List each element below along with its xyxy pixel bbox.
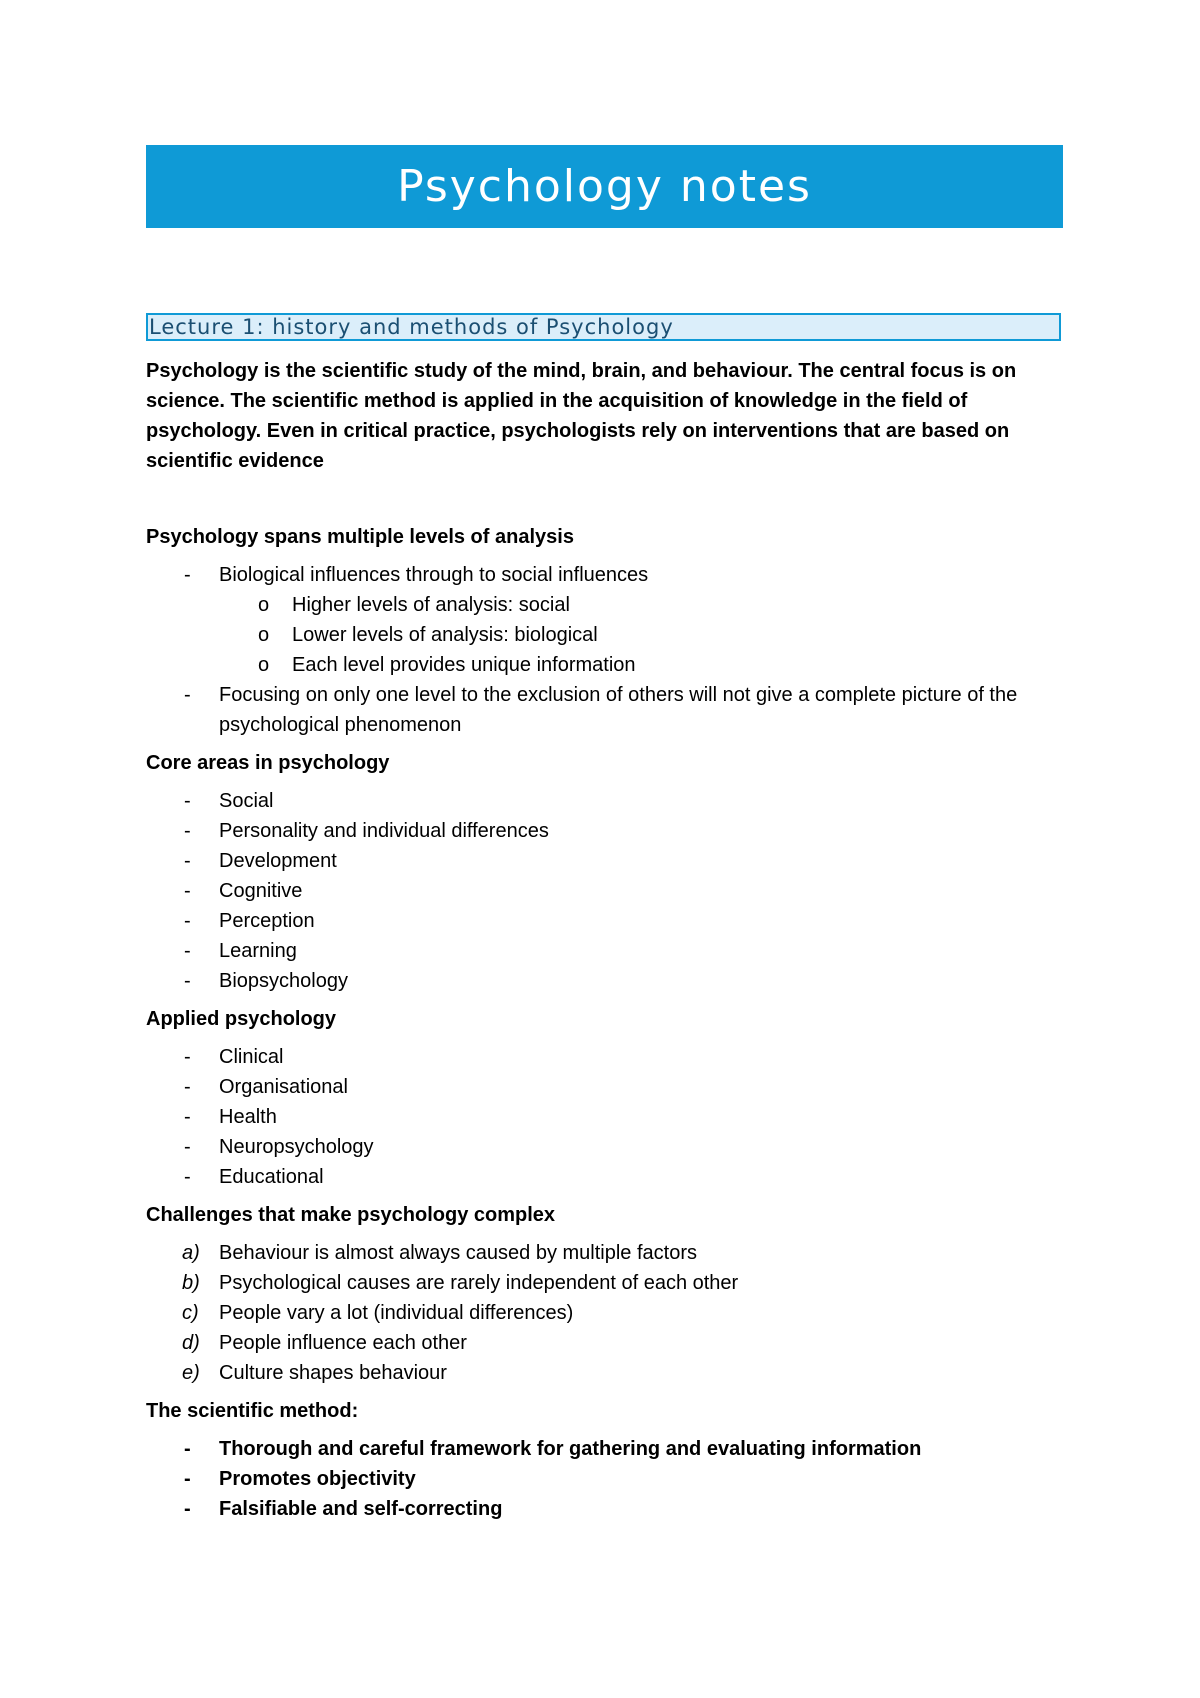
list-item: - Educational	[146, 1162, 1066, 1192]
document-title: Psychology notes	[397, 160, 812, 212]
dash-bullet: -	[184, 1166, 191, 1188]
dash-bullet: -	[184, 1498, 191, 1520]
dash-bullet: -	[184, 910, 191, 932]
alpha-marker: c)	[182, 1302, 199, 1324]
challenges-heading: Challenges that make psychology complex	[146, 1204, 556, 1226]
alpha-marker: d)	[182, 1332, 200, 1354]
list-item: - Health	[146, 1102, 1066, 1132]
title-banner	[146, 145, 1063, 228]
list-item: a) Behaviour is almost always caused by multiple factors	[146, 1238, 1066, 1268]
alpha-marker: e)	[182, 1362, 200, 1384]
list-item: - Falsifiable and self-correcting	[146, 1494, 1066, 1524]
circle-bullet: o	[258, 624, 270, 646]
list-item: - Focusing on only one level to the exclusion of others will not give a complete picture of the psychological phenomenon	[146, 680, 1066, 740]
list-item: - Social	[146, 786, 1066, 816]
lecture-heading: Lecture 1: history and methods of Psychology	[149, 315, 674, 339]
list-item: - Biopsychology	[146, 966, 1066, 996]
applied-heading: Applied psychology	[146, 1008, 337, 1030]
list-item: - Cognitive	[146, 876, 1066, 906]
list-item: - Thorough and careful framework for gathering and evaluating information	[146, 1434, 1066, 1464]
scientific-method-heading: The scientific method:	[146, 1400, 359, 1422]
dash-bullet: -	[184, 790, 191, 812]
circle-bullet: o	[258, 654, 270, 676]
dash-bullet: -	[184, 1468, 191, 1490]
dash-bullet: -	[184, 940, 191, 962]
circle-bullet: o	[258, 594, 270, 616]
list-item: e) Culture shapes behaviour	[146, 1358, 1066, 1388]
scientific-method-list	[146, 1434, 1066, 1524]
sub-list-item: o Lower levels of analysis: biological	[146, 620, 1066, 650]
list-item: - Development	[146, 846, 1066, 876]
dash-bullet: -	[184, 564, 191, 586]
list-item: b) Psychological causes are rarely independent of each other	[146, 1268, 1066, 1298]
dash-bullet: -	[184, 684, 191, 706]
dash-bullet: -	[184, 880, 191, 902]
dash-bullet: -	[184, 1438, 191, 1460]
alpha-marker: b)	[182, 1272, 200, 1294]
alpha-marker: a)	[182, 1242, 200, 1264]
list-item: - Personality and individual differences	[146, 816, 1066, 846]
dash-bullet: -	[184, 1076, 191, 1098]
challenges-list	[146, 1238, 1066, 1388]
dash-bullet: -	[184, 1046, 191, 1068]
list-item: - Neuropsychology	[146, 1132, 1066, 1162]
list-item: - Learning	[146, 936, 1066, 966]
list-item: - Clinical	[146, 1042, 1066, 1072]
applied-list	[146, 1042, 1066, 1192]
list-item: d) People influence each other	[146, 1328, 1066, 1358]
list-item: c) People vary a lot (individual differences)	[146, 1298, 1066, 1328]
core-areas-list	[146, 786, 1066, 996]
document-body	[146, 356, 1066, 1524]
list-item: - Biological influences through to social influences	[146, 560, 1066, 590]
sub-list-item: o Higher levels of analysis: social	[146, 590, 1066, 620]
list-item: - Organisational	[146, 1072, 1066, 1102]
dash-bullet: -	[184, 970, 191, 992]
levels-heading: Psychology spans multiple levels of analysis	[146, 526, 574, 548]
dash-bullet: -	[184, 1106, 191, 1128]
dash-bullet: -	[184, 850, 191, 872]
lecture-heading-box	[146, 313, 1061, 341]
intro-paragraph: Psychology is the scientific study of the mind, brain, and behaviour. The central focus is on science. The scientific method is applied in the acquisition of knowledge in the field of psychology. Even in critical practice, psychologists rely on interventions that are based on scientific evidence	[146, 360, 1017, 472]
core-areas-heading: Core areas in psychology	[146, 752, 390, 774]
list-item: - Promotes objectivity	[146, 1464, 1066, 1494]
list-item: - Perception	[146, 906, 1066, 936]
sub-list-item: o Each level provides unique information	[146, 650, 1066, 680]
dash-bullet: -	[184, 820, 191, 842]
dash-bullet: -	[184, 1136, 191, 1158]
levels-list	[146, 560, 1066, 740]
